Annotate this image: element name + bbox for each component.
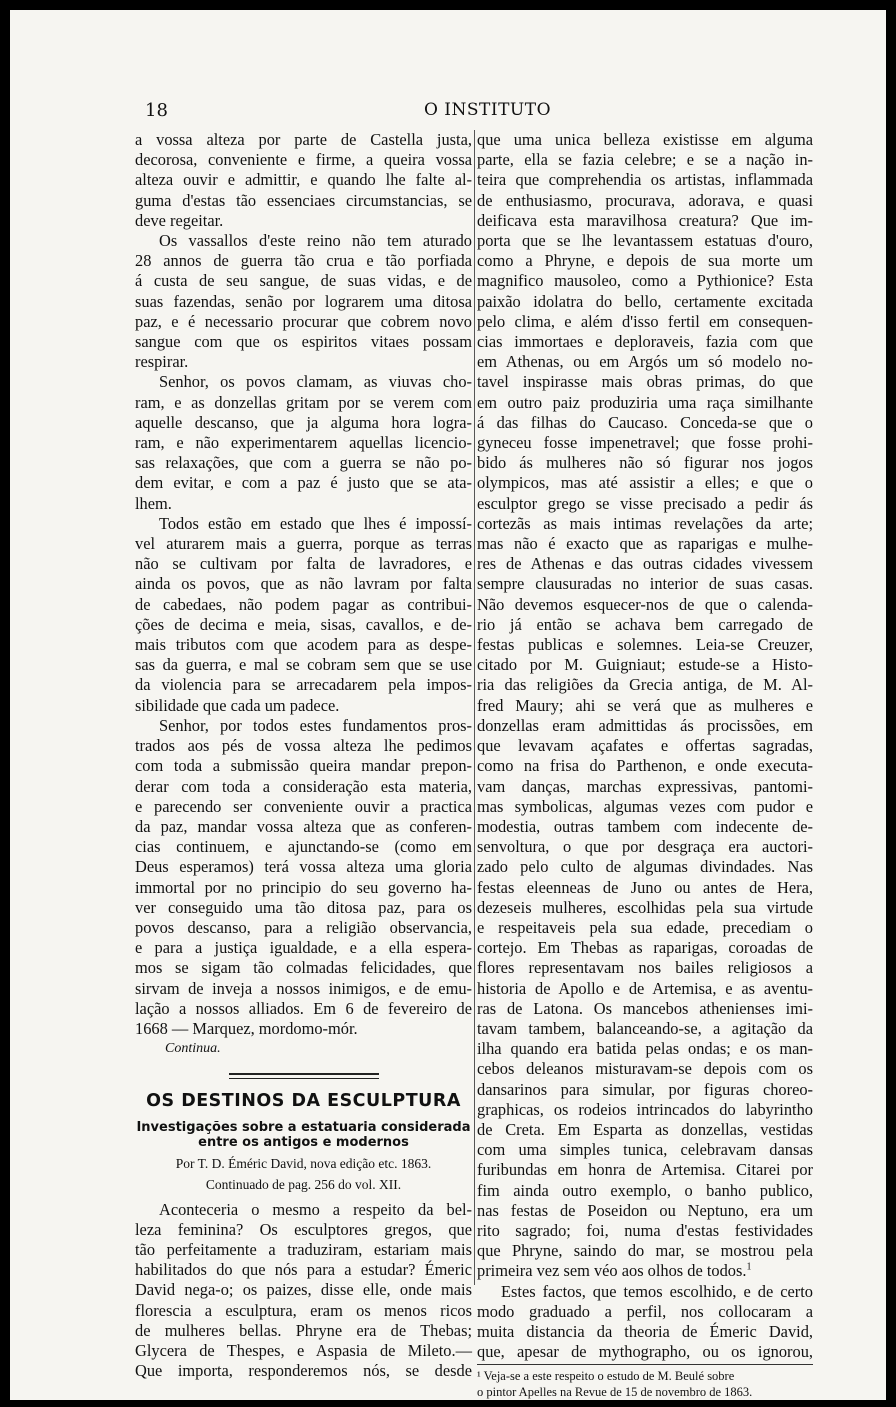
text-line: de enthusiasmo, procurava, adorava, e quasi: [477, 190, 813, 210]
text-line: modo graduado a perfil, nos collocaram a: [477, 1301, 813, 1321]
text-line: ras de Latona. Os mancebos athenienses imi-: [477, 998, 813, 1018]
text-line: deificava esta maravilhosa creatura? Que im-: [477, 210, 813, 230]
text-line: porta que se lhe levantassem estatuas d'ouro,: [477, 231, 813, 251]
text-line: da paz, mandar vossa alteza que as conferen-: [135, 816, 472, 836]
text-line: res de Athenas e das outras cidades vivessem: [477, 554, 813, 574]
text-line: Os vassallos d'este reino não tem aturado: [159, 231, 472, 251]
text-line: como na frisa do Parthenon, e onde executa-: [477, 756, 813, 776]
right-column: [477, 130, 813, 1400]
text-line: rio já então se achava bem carregado de: [477, 614, 813, 634]
text-line: flores representavam nos bailes religiosos a: [477, 958, 813, 978]
text-line: com uma simples tunica, celebravam dansas: [477, 1140, 813, 1160]
text-line: fim ainda outro exemplo, o banho publico,: [477, 1180, 813, 1200]
continua-note: Continua.: [165, 1041, 221, 1057]
text-line: mais tributos com que acodem para as despe-: [135, 635, 472, 655]
text-line: bido ás mulheres não só figurar nos jogos: [477, 453, 813, 473]
article-subtitle-1: Investigações sobre a estatuaria considerada: [136, 1119, 471, 1135]
text-line: que, apesar de mythographo, ou os ignorou,: [477, 1342, 813, 1362]
footnote-marker: 1: [746, 1261, 752, 1273]
text-line: mas não é exacto que as raparigas e mulhe-: [477, 534, 813, 554]
text-line: vam danças, marchas expressivas, pantomi-: [477, 776, 813, 796]
text-line: cias continuem, e ajunctando-se (como em: [135, 837, 472, 857]
text-line: tão perfeitamente a traduziram, estariam mais: [135, 1239, 472, 1259]
text-line: com toda a submissão queira mandar prepon-: [135, 756, 472, 776]
text-line: tavel inspirasse mais obras primas, do que: [477, 372, 813, 392]
text-line: sempre clausuradas no interior de suas casas.: [477, 574, 813, 594]
text-line: á custa de seu sangue, de suas vidas, e de: [135, 271, 472, 291]
text-line: povos descanso, para a religião observancia,: [135, 917, 472, 937]
text-line: lhem.: [135, 493, 172, 513]
text-line: rito sagrado; foi, numa d'estas festividades: [477, 1220, 813, 1240]
page-number: 18: [145, 100, 168, 121]
text-line: trados aos pés de vossa alteza lhe pedimos: [135, 736, 472, 756]
text-line: David nega-o; os paizes, disse elle, onde mais: [135, 1280, 472, 1300]
text-line: á das filhas do Caucaso. Conceda-se que o: [477, 412, 813, 432]
article-subtitle-2: entre os antigos e modernos: [198, 1134, 409, 1150]
right-text-block: [477, 130, 813, 1362]
text-line: ram, e não experimentarem aquellas licencio-: [135, 433, 472, 453]
text-line: leza feminina? Os esculptores gregos, que: [135, 1219, 472, 1239]
text-line: ria das religiões da Grecia antiga, de M. Al-: [477, 675, 813, 695]
left-text-block: [135, 130, 472, 1039]
continued-note: Continuado de pag. 256 do vol. XII.: [205, 1176, 402, 1192]
text-line: vel aturarem mais a guerra, porque as terras: [135, 534, 472, 554]
text-line: ver conseguido uma tão ditosa paz, para os: [135, 897, 472, 917]
article-author: Por T. D. Éméric David, nova edição etc. 1863.: [175, 1155, 432, 1171]
text-line: nas festas de Poseidon ou Neptuno, era um: [477, 1200, 813, 1220]
text-line: ainda os povos, que as não lavram por falta: [135, 574, 472, 594]
text-line: 1668 — Marquez, mordomo-mór.: [135, 1018, 358, 1038]
footnote-line: o pintor Apelles na Revue de 15 de novembro de 1863.: [477, 1385, 753, 1400]
text-line: senvoltura, o que por desgraça era auctori-: [477, 837, 813, 857]
text-line: ram, e as donzellas gritam por se verem com: [135, 392, 472, 412]
text-line: Não devemos esquecer-nos de que o calenda-: [477, 594, 813, 614]
text-line: Senhor, por todos estes fundamentos pros-: [159, 715, 472, 735]
text-line: Estes factos, que temos escolhido, e de certo: [501, 1281, 813, 1301]
text-line: zado pelo culto de algumas divindades. Nas: [477, 857, 813, 877]
text-line: ções de decima e meia, sisas, cavallos, e de-: [135, 614, 472, 634]
text-line: respirar.: [135, 352, 189, 372]
text-line: aquelle descanso, que ja alguma hora logra-: [135, 412, 472, 432]
text-line: cebos deleanos misturavam-se depois com os: [477, 1059, 813, 1079]
text-line: paixão idolatra do bello, certamente excitada: [477, 291, 813, 311]
text-line: Que importa, responderemos nós, se desde: [135, 1361, 472, 1381]
text-line: de Creta. Em Esparta as donzellas, vestidas: [477, 1119, 813, 1139]
text-line: mas symbolicas, algumas vezes com pudor e: [477, 796, 813, 816]
text-line: como a Phryne, e depois de sua morte um: [477, 251, 813, 271]
text-line: e para a justiça igualdade, e a ella espera-: [135, 938, 472, 958]
text-line: a vossa alteza por parte de Castella justa,: [135, 130, 472, 149]
text-line: em Athenas, ou em Argós um só modelo no-: [477, 352, 813, 372]
text-line: tavam tambem, balanceando-se, a agitação da: [477, 1018, 813, 1038]
text-line: gyneceu fosse impenetravel; que fosse prohi-: [477, 433, 813, 453]
text-line: mos se sigam tão colmadas felicidades, que: [135, 958, 472, 978]
text-line: lação a nossos alliados. Em 6 de fevereiro de: [135, 998, 472, 1018]
text-line: esculptor grego se visse precisado a pedir ás: [477, 493, 813, 513]
text-line: dezeseis mulheres, escolhidas pela sua virtude: [477, 897, 813, 917]
text-line: que levavam açafates e offertas sagradas,: [477, 736, 813, 756]
text-line: teira que comprehendia os artistas, inflammada: [477, 170, 813, 190]
text-line: furibundas em honra de Artemisa. Citarei por: [477, 1160, 813, 1180]
text-line: muita distancia da theoria de Émeric David,: [477, 1321, 813, 1341]
text-line: sangue com que os espiritos vitaes possam: [135, 332, 472, 352]
text-line: donzellas eram admittidas ás procissões, em: [477, 715, 813, 735]
text-line: immortal por no principio do seu governo ha-: [135, 877, 472, 897]
text-line: sas relaxações, que com a guerra se não po-: [135, 453, 472, 473]
text-line: decorosa, conveniente e firme, a queira vossa: [135, 150, 472, 170]
text-line: Glycera de Thespes, e Aspasia de Mileto.—: [135, 1340, 472, 1360]
text-line: derar com toda a consideração esta materia,: [135, 776, 472, 796]
section-divider: [229, 1073, 379, 1079]
text-line: fred Maury; ahi se verá que as mulheres e: [477, 695, 813, 715]
page-header: [145, 100, 830, 126]
text-line: florescia a esculptura, eram os menos ricos: [135, 1300, 472, 1320]
text-line: que Phryne, saindo do mar, se mostrou pela: [477, 1241, 813, 1261]
text-line: Deus esperamos) terá vossa alteza uma gloria: [135, 857, 472, 877]
text-line: não se cultivam por falta de lavradores, e: [135, 554, 472, 574]
text-line: sibilidade que cada um padece.: [135, 695, 340, 715]
text-line: dem evitar, e com a paz é justo que se ata-: [135, 473, 472, 493]
text-line: sirvam de inveja a nossos inimigos, e de emu-: [135, 978, 472, 998]
text-line: e parecendo ser conveniente ouvir a practica: [135, 796, 472, 816]
text-line: de mulheres bellas. Phryne era de Thebas;: [135, 1320, 472, 1340]
text-line: habilitados do que nós para a estudar? Émeric: [135, 1260, 472, 1280]
text-line: da violencia para se arrecadarem pela impos-: [135, 675, 472, 695]
text-line: alteza ouvir e admittir, e quando lhe falte al-: [135, 170, 472, 190]
text-line: graphicas, os rodeios intrincados do labyrintho: [477, 1099, 813, 1119]
text-line: Senhor, os povos clamam, as viuvas cho-: [159, 372, 472, 392]
footnote-divider: [477, 1364, 813, 1365]
text-line: magnifico mausoleo, como a Pythionice? Esta: [477, 271, 813, 291]
article-title: OS DESTINOS DA ESCULPTURA: [146, 1091, 461, 1112]
text-line: 28 annos de guerra tão crua e tão porfiada: [135, 251, 472, 271]
text-line: Todos estão em estado que lhes é impossí-: [159, 513, 472, 533]
text-line: primeira vez sem véo aos olhos de todos.$^1$: [477, 1261, 752, 1281]
text-line: festas eleenneas de Juno ou antes de Hera,: [477, 877, 813, 897]
text-line: pelo clima, e além d'isso fertil em consequen-: [477, 311, 813, 331]
text-line: parte, ella se fazia celebre; e se a nação in-: [477, 150, 813, 170]
text-line: em outro paiz produziria uma raça similhante: [477, 392, 813, 412]
journal-title: O INSTITUTO: [423, 100, 552, 120]
text-line: suas fazendas, senão por lograrem uma ditosa: [135, 291, 472, 311]
text-line: sas da guerra, e mal se cobram sem que se use: [135, 655, 472, 675]
text-line: modestia, outras tambem com indecente de-: [477, 816, 813, 836]
text-line: festas publicas e solemnes. Leia-se Creuzer,: [477, 635, 813, 655]
text-line: paz, e é necessario procurar que cobrem novo: [135, 311, 472, 331]
text-line: historia de Apollo e de Artemisa, e as aventu-: [477, 978, 813, 998]
text-line: citado por M. Guigniaut; estude-se a Histo-: [477, 655, 813, 675]
column-divider: [474, 130, 475, 1285]
text-line: e respeitaveis pela sua edade, precediam o: [477, 917, 813, 937]
text-line: cortezãs as mais intimas revelações da arte;: [477, 513, 813, 533]
left-column: [135, 130, 472, 1381]
text-line: Aconteceria o mesmo a respeito da bel-: [159, 1199, 472, 1219]
text-line: que uma unica belleza existisse em alguma: [477, 130, 813, 149]
article-text-block: [135, 1200, 472, 1382]
text-line: deve regeitar.: [135, 210, 224, 230]
text-line: ilha quando era batida pelas ondas; e os man-: [477, 1039, 813, 1059]
text-line: cortejo. Em Thebas as raparigas, coroadas de: [477, 938, 813, 958]
footnote-line: ¹ Veja-se a este respeito o estudo de M. Beulé sobre: [477, 1369, 735, 1384]
text-line: guma d'estas tão essenciaes circumstancias, se: [135, 190, 472, 210]
text-line: olympicos, mas até assistir a elles; e que o: [477, 473, 813, 493]
text-line: cias immortaes e deploraveis, fazia com que: [477, 332, 813, 352]
text-line: de cabedaes, não podem pagar as contribui-: [135, 594, 472, 614]
text-line: dansarinos para simular, por figuras choreo-: [477, 1079, 813, 1099]
